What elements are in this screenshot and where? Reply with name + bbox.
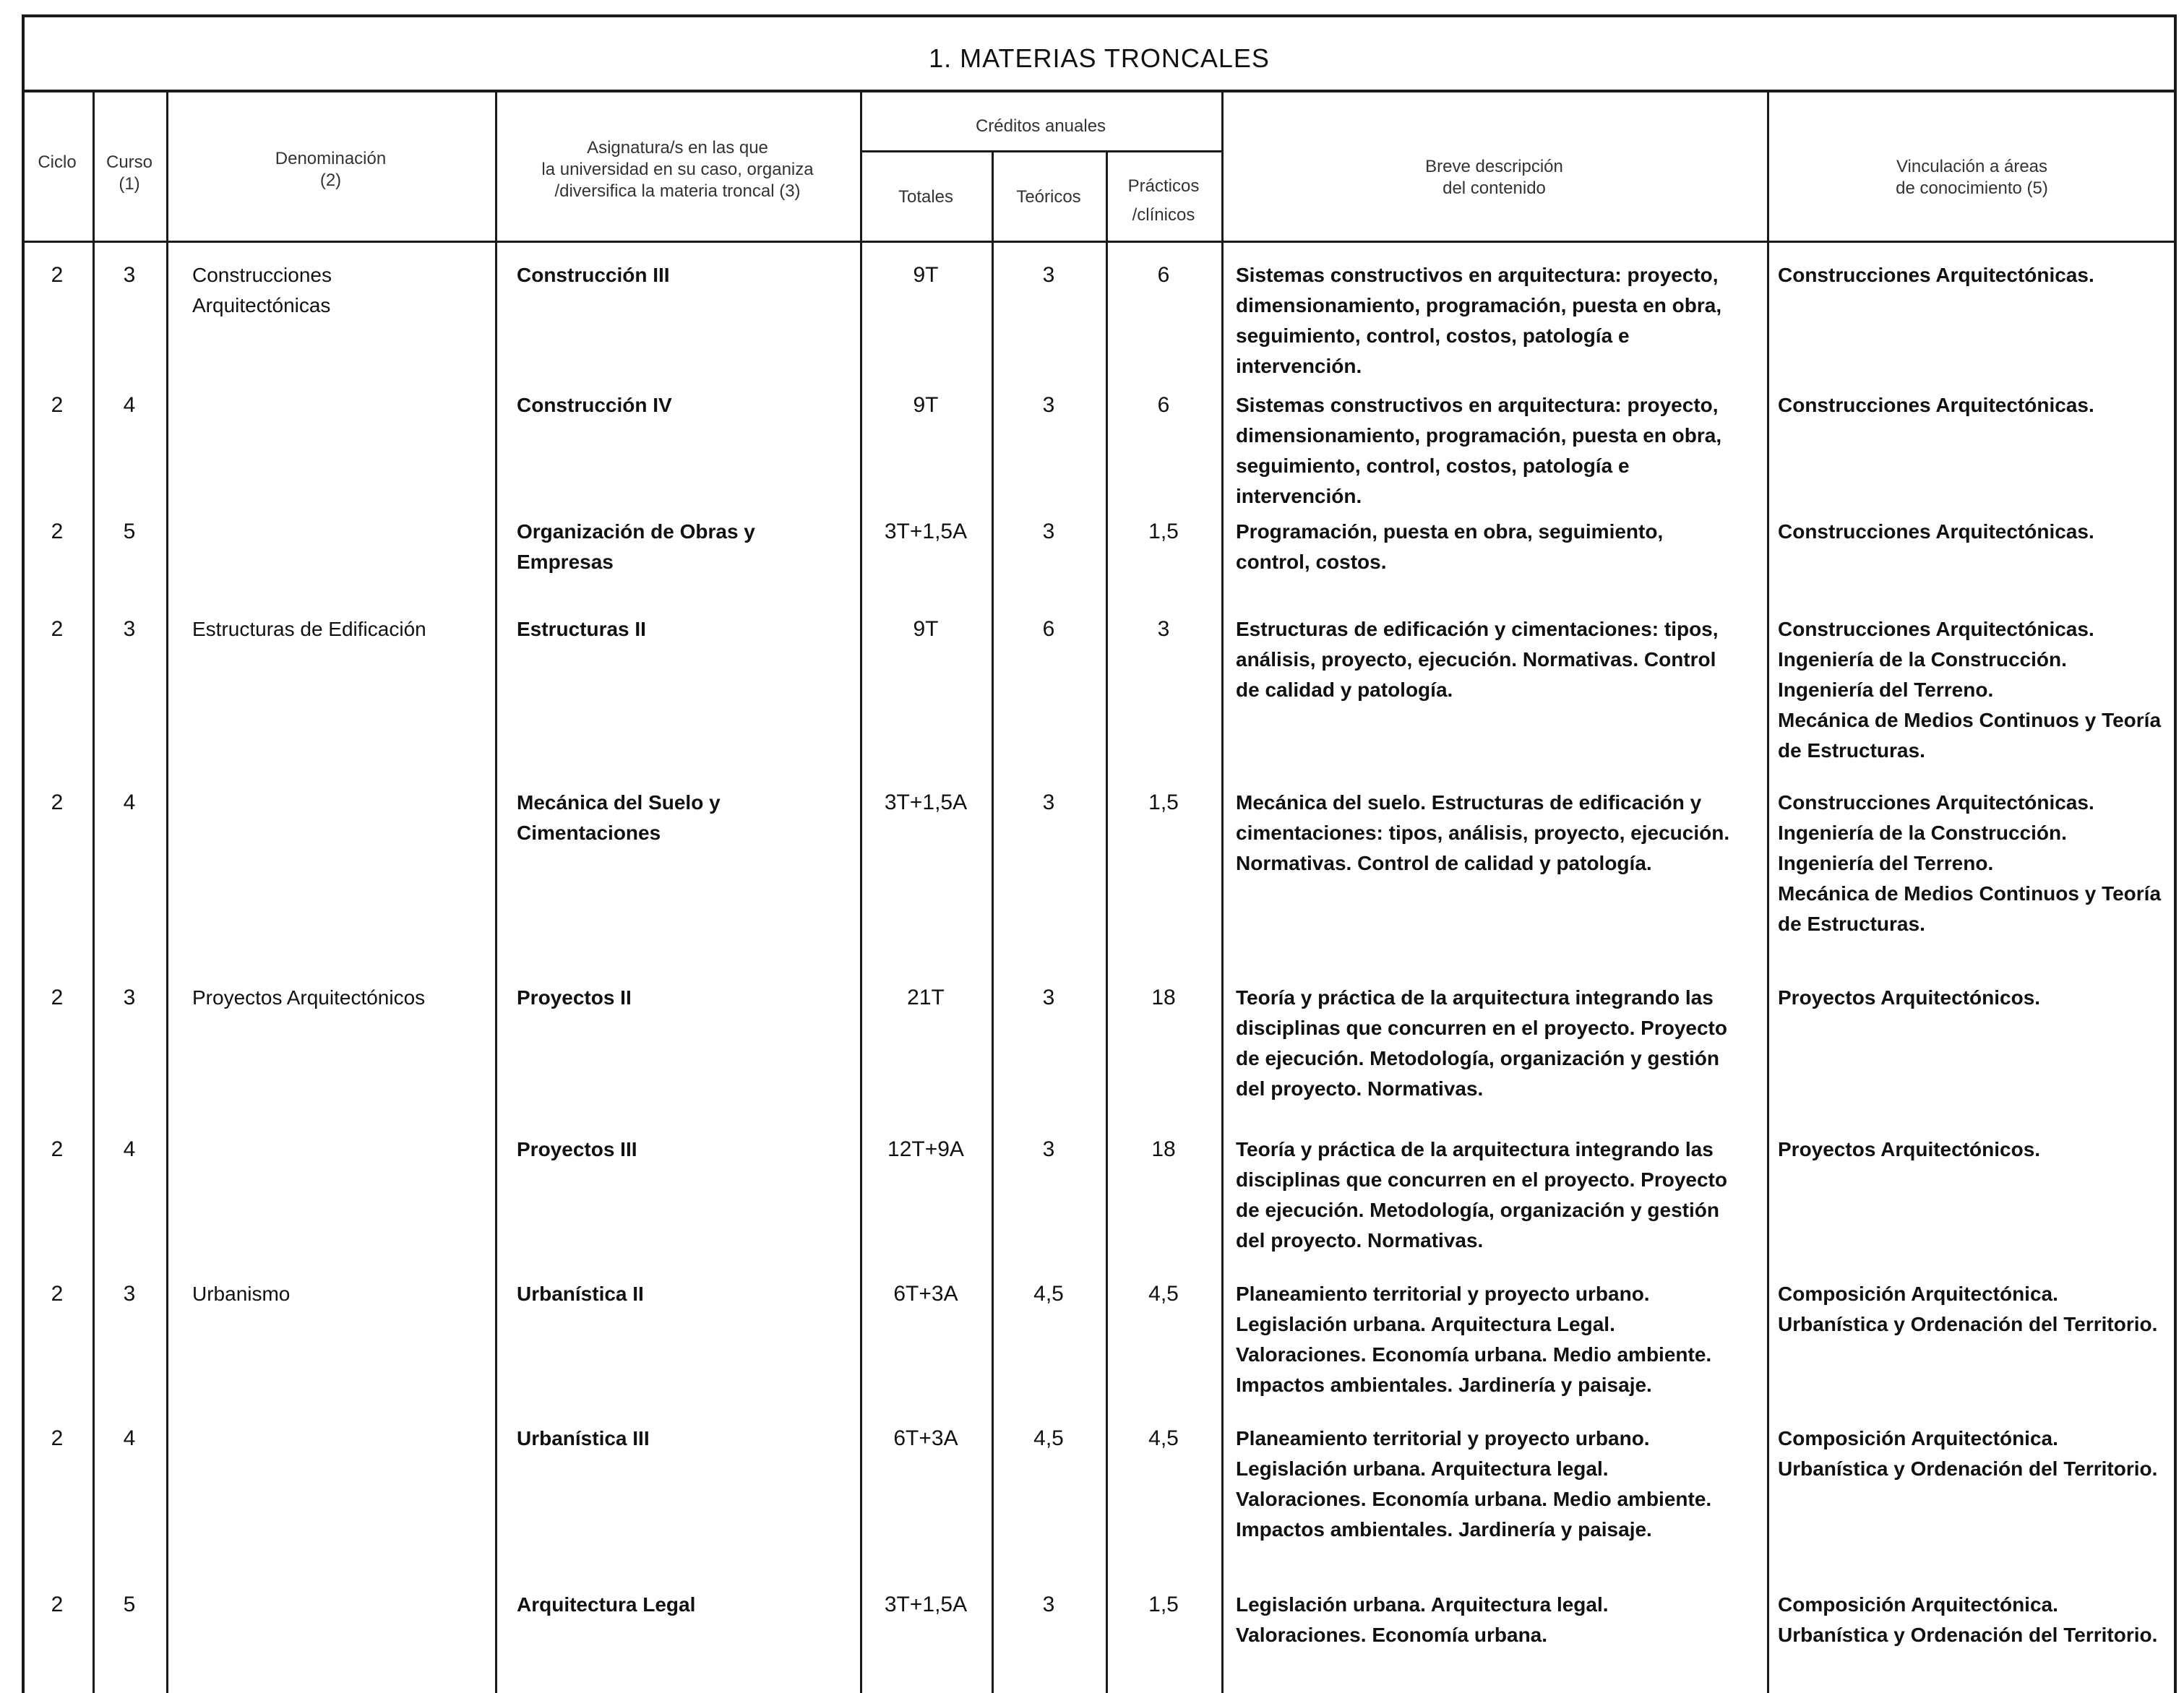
row-7-descripcion: Teoría y práctica de la arquitectura integrando las disciplinas que concurren en el proyecto. Proyecto de ejecución. Metodología, organización y gestión del proyecto. Normativas. xyxy=(1236,1138,1727,1252)
row-7-practicos: 18 xyxy=(1151,1137,1176,1161)
row-8-curso: 3 xyxy=(123,1282,136,1306)
header-descripcion: Breve descripción del contenido xyxy=(1425,157,1563,198)
row-7-ciclo: 2 xyxy=(51,1137,64,1161)
row-8-practicos: 4,5 xyxy=(1148,1282,1179,1306)
row-9-teoricos: 4,5 xyxy=(1033,1426,1064,1450)
row-10-curso: 5 xyxy=(123,1593,136,1616)
materias-troncales-table xyxy=(22,14,2177,1693)
row-10-practicos: 1,5 xyxy=(1148,1593,1179,1616)
header-practicos: Prácticos /clínicos xyxy=(1127,176,1200,225)
col-divider xyxy=(166,92,168,1693)
col-divider xyxy=(992,242,994,1693)
header-bottom-line xyxy=(22,241,2177,243)
col-divider xyxy=(1221,92,1224,1693)
row-9-descripcion: Planeamiento territorial y proyecto urbano. Legislación urbana. Arquitectura legal. Valoraciones. Economía urbana. Medio ambiente. Impactos ambientales. Jardinería y paisaje. xyxy=(1236,1427,1712,1541)
row-2-curso: 4 xyxy=(123,393,136,417)
title-row xyxy=(22,14,2177,92)
row-3-practicos: 1,5 xyxy=(1148,520,1179,543)
row-7-totales: 12T+9A xyxy=(887,1137,964,1161)
row-6-curso: 3 xyxy=(123,986,136,1009)
row-4-descripcion: Estructuras de edificación y cimentaciones: tipos, análisis, proyecto, ejecución. Normativas. Control de calidad y patología. xyxy=(1236,618,1719,701)
row-9-asignatura: Urbanística III xyxy=(517,1427,650,1449)
row-9-totales: 6T+3A xyxy=(893,1426,958,1450)
row-4-totales: 9T xyxy=(913,617,939,641)
row-2-asignatura: Construcción IV xyxy=(517,394,672,416)
row-6-asignatura: Proyectos II xyxy=(517,986,632,1009)
row-3-totales: 3T+1,5A xyxy=(884,520,968,543)
col-divider xyxy=(495,92,497,1693)
row-2-totales: 9T xyxy=(913,393,939,417)
header-ciclo: Ciclo xyxy=(38,152,77,172)
row-6-denominacion: Proyectos Arquitectónicos xyxy=(192,986,426,1009)
row-6-teoricos: 3 xyxy=(1042,986,1055,1009)
row-4-curso: 3 xyxy=(123,617,136,641)
row-8-asignatura: Urbanística II xyxy=(517,1283,644,1305)
row-8-teoricos: 4,5 xyxy=(1033,1282,1064,1306)
row-4-areas: Construcciones Arquitectónicas. Ingeniería de la Construcción. Ingeniería del Terreno. Mecánica de Medios Continuos y Teoría de Estructuras. xyxy=(1778,618,2162,762)
row-1-asignatura: Construcción III xyxy=(517,264,670,286)
header-curso: Curso (1) xyxy=(106,152,153,194)
header-totales: Totales xyxy=(898,187,954,207)
row-5-descripcion: Mecánica del suelo. Estructuras de edificación y cimentaciones: tipos, análisis, proyecto, ejecución. Normativas. Control de calidad y patología. xyxy=(1236,791,1730,874)
row-10-descripcion: Legislación urbana. Arquitectura legal. Valoraciones. Economía urbana. xyxy=(1236,1593,1609,1646)
row-2-practicos: 6 xyxy=(1157,393,1170,417)
row-6-ciclo: 2 xyxy=(51,986,64,1009)
row-7-areas: Proyectos Arquitectónicos. xyxy=(1778,1138,2041,1160)
row-2-areas: Construcciones Arquitectónicas. xyxy=(1778,394,2094,416)
row-1-teoricos: 3 xyxy=(1042,263,1055,287)
col-divider xyxy=(1106,242,1108,1693)
row-3-ciclo: 2 xyxy=(51,520,64,543)
row-10-areas: Composición Arquitectónica. Urbanística y Ordenación del Territorio. xyxy=(1778,1593,2158,1646)
row-1-denominacion: Construcciones Arquitectónicas xyxy=(192,264,332,316)
row-1-curso: 3 xyxy=(123,263,136,287)
row-7-asignatura: Proyectos III xyxy=(517,1138,637,1160)
row-6-areas: Proyectos Arquitectónicos. xyxy=(1778,986,2041,1009)
row-3-curso: 5 xyxy=(123,520,136,543)
header-vinculacion: Vinculación a áreas de conocimiento (5) xyxy=(1896,157,2048,198)
row-3-areas: Construcciones Arquitectónicas. xyxy=(1778,520,2094,543)
row-1-descripcion: Sistemas constructivos en arquitectura: proyecto, dimensionamiento, programación, puesta en obra, seguimiento, control, costos, patología e intervención. xyxy=(1236,264,1722,377)
row-4-asignatura: Estructuras II xyxy=(517,618,646,640)
row-8-ciclo: 2 xyxy=(51,1282,64,1306)
page-title: 1. MATERIAS TRONCALES xyxy=(929,43,1270,73)
row-9-practicos: 4,5 xyxy=(1148,1426,1179,1450)
row-1-areas: Construcciones Arquitectónicas. xyxy=(1778,264,2094,286)
row-6-descripcion: Teoría y práctica de la arquitectura integrando las disciplinas que concurren en el proyecto. Proyecto de ejecución. Metodología, organización y gestión del proyecto. Normativas. xyxy=(1236,986,1727,1100)
row-4-teoricos: 6 xyxy=(1042,617,1055,641)
row-4-ciclo: 2 xyxy=(51,617,64,641)
row-5-teoricos: 3 xyxy=(1042,791,1055,814)
row-2-ciclo: 2 xyxy=(51,393,64,417)
row-1-totales: 9T xyxy=(913,263,939,287)
creditos-divider xyxy=(860,150,1221,152)
row-5-practicos: 1,5 xyxy=(1148,791,1179,814)
row-8-totales: 6T+3A xyxy=(893,1282,958,1306)
row-9-ciclo: 2 xyxy=(51,1426,64,1450)
row-1-practicos: 6 xyxy=(1157,263,1170,287)
row-7-teoricos: 3 xyxy=(1042,1137,1055,1161)
row-8-areas: Composición Arquitectónica. Urbanística y Ordenación del Territorio. xyxy=(1778,1283,2158,1335)
row-9-areas: Composición Arquitectónica. Urbanística y Ordenación del Territorio. xyxy=(1778,1427,2158,1480)
row-5-asignatura: Mecánica del Suelo y Cimentaciones xyxy=(517,791,721,844)
row-10-totales: 3T+1,5A xyxy=(884,1593,968,1616)
row-3-teoricos: 3 xyxy=(1042,520,1055,543)
row-10-asignatura: Arquitectura Legal xyxy=(517,1593,696,1616)
row-8-descripcion: Planeamiento territorial y proyecto urbano. Legislación urbana. Arquitectura Legal. Valoraciones. Economía urbana. Medio ambiente. Impactos ambientales. Jardinería y paisaje. xyxy=(1236,1283,1712,1396)
row-7-curso: 4 xyxy=(123,1137,136,1161)
row-6-practicos: 18 xyxy=(1151,986,1176,1009)
header-creditos-anuales: Créditos anuales xyxy=(975,116,1106,136)
row-3-asignatura: Organización de Obras y Empresas xyxy=(517,520,755,573)
row-2-descripcion: Sistemas constructivos en arquitectura: proyecto, dimensionamiento, programación, puesta en obra, seguimiento, control, costos, patología e intervención. xyxy=(1236,394,1722,507)
row-4-practicos: 3 xyxy=(1157,617,1170,641)
row-3-descripcion: Programación, puesta en obra, seguimiento, control, costos. xyxy=(1236,520,1664,573)
header-asignatura: Asignatura/s en las que la universidad en su caso, organiza /diversifica la materia troncal (3) xyxy=(541,138,814,201)
row-2-teoricos: 3 xyxy=(1042,393,1055,417)
row-5-curso: 4 xyxy=(123,791,136,814)
row-10-ciclo: 2 xyxy=(51,1593,64,1616)
row-5-areas: Construcciones Arquitectónicas. Ingeniería de la Construcción. Ingeniería del Terreno. Mecánica de Medios Continuos y Teoría de Estructuras. xyxy=(1778,791,2162,935)
row-1-ciclo: 2 xyxy=(51,263,64,287)
row-5-totales: 3T+1,5A xyxy=(884,791,968,814)
header-teoricos: Teóricos xyxy=(1016,187,1081,207)
row-8-denominacion: Urbanismo xyxy=(192,1283,291,1305)
col-divider xyxy=(1767,92,1769,1693)
row-5-ciclo: 2 xyxy=(51,791,64,814)
row-10-teoricos: 3 xyxy=(1042,1593,1055,1616)
row-6-totales: 21T xyxy=(907,986,945,1009)
header-denominacion: Denominación (2) xyxy=(275,149,387,190)
row-4-denominacion: Estructuras de Edificación xyxy=(192,618,426,640)
row-9-curso: 4 xyxy=(123,1426,136,1450)
